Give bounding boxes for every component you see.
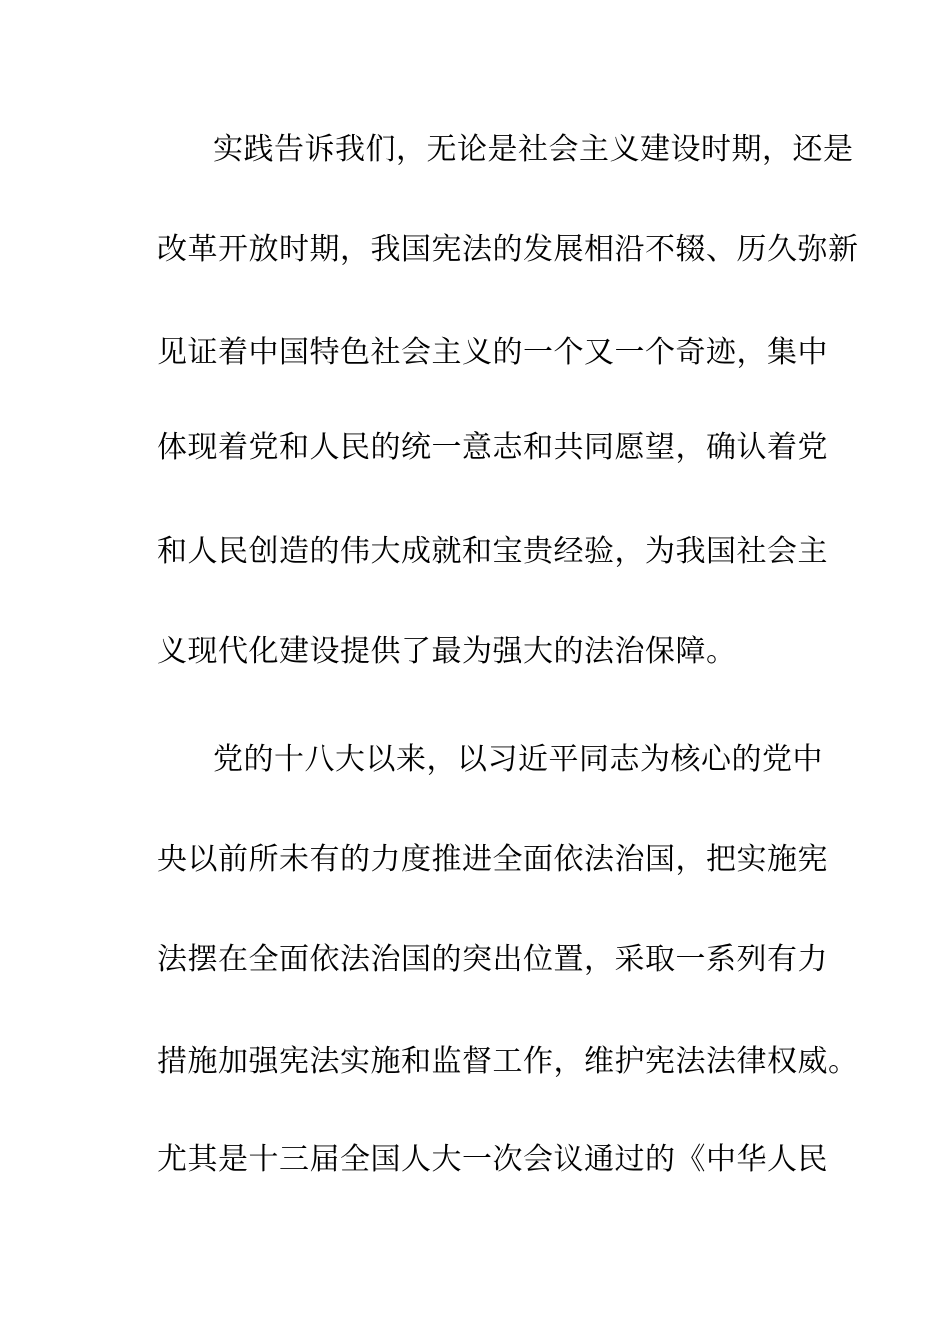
paragraph-line: 和人民创造的伟大成就和宝贵经验，为我国社会主	[157, 534, 828, 569]
paragraph-line: 尤其是十三届全国人大一次会议通过的《中华人民	[157, 1142, 828, 1177]
paragraph-line: 实践告诉我们，无论是社会主义建设时期，还是	[213, 132, 854, 167]
paragraph-line: 改革开放时期，我国宪法的发展相沿不辍、历久弥新	[157, 232, 859, 267]
paragraph-line: 党的十八大以来，以习近平同志为核心的党中	[213, 742, 823, 777]
paragraph-line: 措施加强宪法实施和监督工作，维护宪法法律权威。	[157, 1044, 859, 1079]
paragraph-line: 见证着中国特色社会主义的一个又一个奇迹，集中	[157, 335, 828, 370]
paragraph-line: 义现代化建设提供了最为强大的法治保障。	[157, 634, 737, 669]
paragraph-line: 法摆在全面依法治国的突出位置，采取一系列有力	[157, 942, 828, 977]
paragraph-line: 央以前所未有的力度推进全面依法治国，把实施宪	[157, 842, 828, 877]
paragraph-line: 体现着党和人民的统一意志和共同愿望，确认着党	[157, 430, 828, 465]
